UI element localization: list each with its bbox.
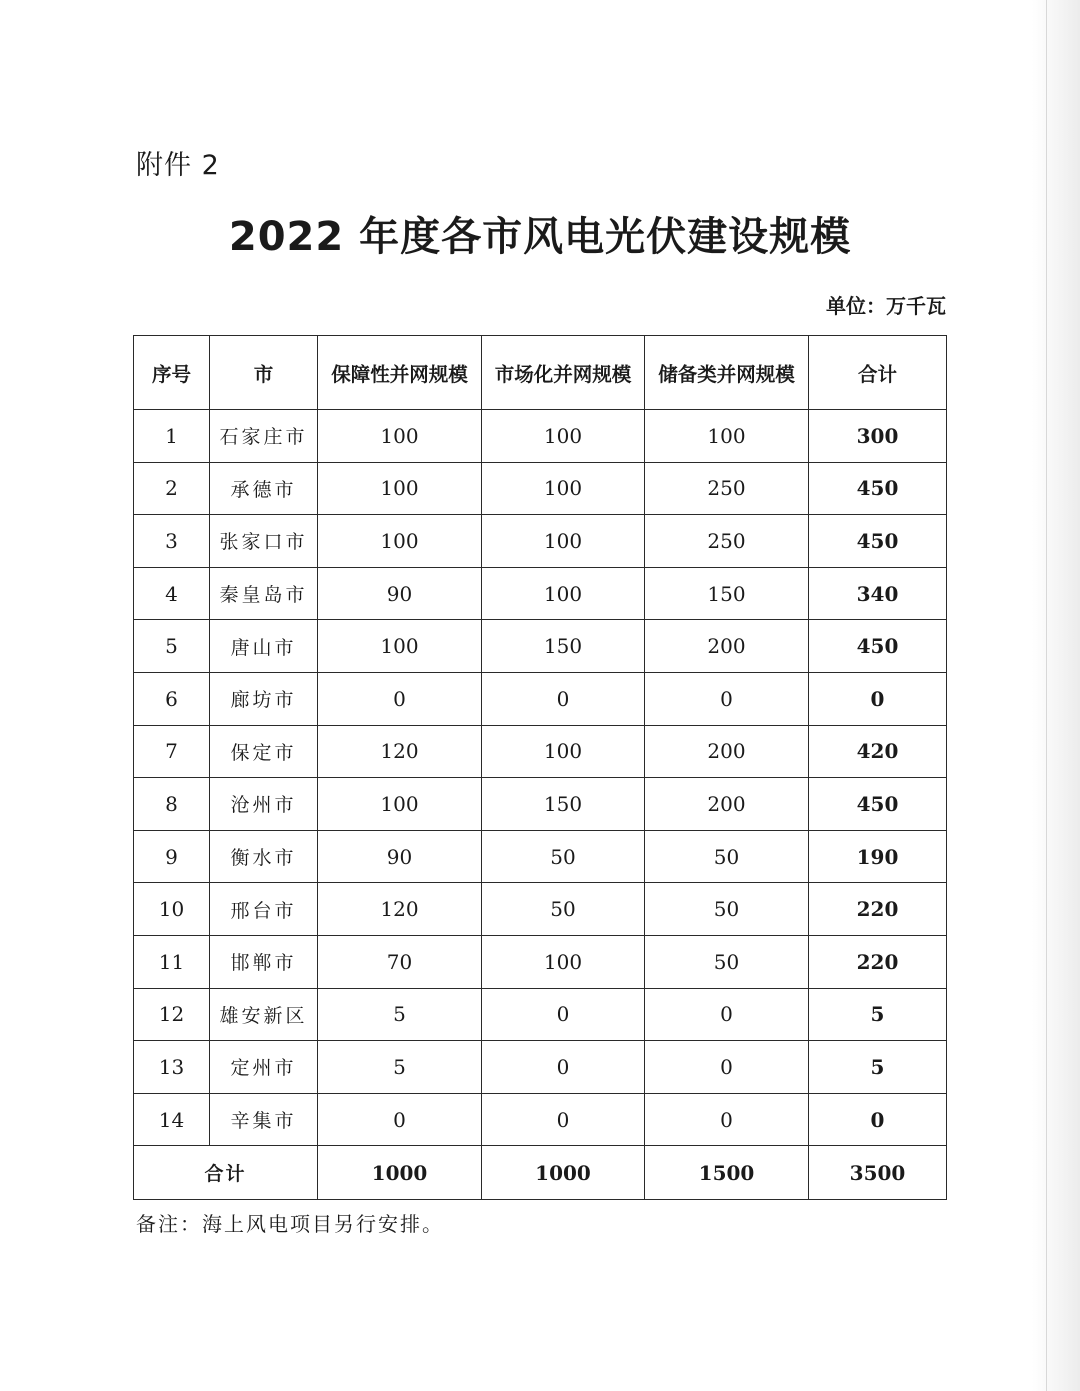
row-guaranteed: 5 [318,1041,482,1094]
row-market: 0 [482,988,645,1041]
row-reserve: 0 [645,988,809,1041]
sum-total: 3500 [809,1146,947,1200]
row-reserve: 50 [645,830,809,883]
sum-reserve: 1500 [645,1146,809,1200]
row-city: 承德市 [210,462,318,515]
table-row [134,883,947,936]
row-guaranteed: 100 [318,620,482,673]
document-title: 2022 年度各市风电光伏建设规模 [228,214,852,260]
row-reserve: 100 [645,410,809,463]
row-reserve: 250 [645,515,809,568]
row-reserve: 250 [645,462,809,515]
row-city: 秦皇岛市 [210,567,318,620]
row-total: 190 [809,830,947,883]
row-reserve: 0 [645,672,809,725]
row-total: 5 [809,988,947,1041]
row-guaranteed: 100 [318,515,482,568]
row-market: 100 [482,935,645,988]
construction-scale-table [133,335,947,1200]
header-reserve-scale: 储备类并网规模 [645,336,809,410]
unit-label: 单位：万千瓦 [826,294,946,318]
row-reserve: 150 [645,567,809,620]
row-total: 450 [809,515,947,568]
row-total: 5 [809,1041,947,1094]
row-city: 保定市 [210,725,318,778]
row-total: 340 [809,567,947,620]
row-index: 1 [134,410,210,463]
row-city: 廊坊市 [210,672,318,725]
table-row [134,567,947,620]
table-row [134,830,947,883]
table-row [134,935,947,988]
row-reserve: 50 [645,883,809,936]
row-guaranteed: 0 [318,672,482,725]
row-city: 辛集市 [210,1093,318,1146]
row-guaranteed: 70 [318,935,482,988]
row-market: 50 [482,830,645,883]
table-row [134,515,947,568]
sum-guaranteed: 1000 [318,1146,482,1200]
row-index: 4 [134,567,210,620]
row-index: 5 [134,620,210,673]
header-market-scale: 市场化并网规模 [482,336,645,410]
row-city: 唐山市 [210,620,318,673]
row-guaranteed: 120 [318,725,482,778]
row-index: 3 [134,515,210,568]
row-city: 邢台市 [210,883,318,936]
sum-label: 合计 [134,1146,318,1200]
row-reserve: 200 [645,778,809,831]
row-index: 10 [134,883,210,936]
table-row [134,778,947,831]
row-index: 11 [134,935,210,988]
row-guaranteed: 100 [318,410,482,463]
row-market: 100 [482,410,645,463]
table-row [134,1041,947,1094]
row-total: 300 [809,410,947,463]
row-guaranteed: 120 [318,883,482,936]
row-market: 0 [482,672,645,725]
row-reserve: 0 [645,1093,809,1146]
attachment-label: 附件 2 [136,150,220,181]
sum-market: 1000 [482,1146,645,1200]
row-city: 雄安新区 [210,988,318,1041]
row-total: 0 [809,1093,947,1146]
row-city: 沧州市 [210,778,318,831]
row-index: 14 [134,1093,210,1146]
sum-row [134,1146,947,1200]
row-market: 100 [482,515,645,568]
row-reserve: 200 [645,620,809,673]
row-market: 100 [482,462,645,515]
row-total: 450 [809,462,947,515]
header-guaranteed-scale: 保障性并网规模 [318,336,482,410]
header-index: 序号 [134,336,210,410]
table-row [134,462,947,515]
row-total: 220 [809,935,947,988]
row-market: 100 [482,725,645,778]
row-city: 衡水市 [210,830,318,883]
row-index: 9 [134,830,210,883]
row-market: 0 [482,1093,645,1146]
row-guaranteed: 100 [318,462,482,515]
row-total: 450 [809,778,947,831]
row-market: 150 [482,778,645,831]
row-guaranteed: 100 [318,778,482,831]
table-body [134,410,947,1146]
row-total: 220 [809,883,947,936]
row-guaranteed: 90 [318,830,482,883]
row-total: 0 [809,672,947,725]
row-guaranteed: 90 [318,567,482,620]
row-total: 450 [809,620,947,673]
header-city: 市 [210,336,318,410]
table-row [134,988,947,1041]
footnote: 备注：海上风电项目另行安排。 [136,1212,444,1236]
row-city: 邯郸市 [210,935,318,988]
table-row [134,620,947,673]
row-guaranteed: 5 [318,988,482,1041]
row-guaranteed: 0 [318,1093,482,1146]
row-reserve: 200 [645,725,809,778]
row-index: 13 [134,1041,210,1094]
row-city: 定州市 [210,1041,318,1094]
row-reserve: 0 [645,1041,809,1094]
row-index: 8 [134,778,210,831]
row-city: 张家口市 [210,515,318,568]
table-row [134,725,947,778]
row-market: 0 [482,1041,645,1094]
row-index: 2 [134,462,210,515]
row-market: 50 [482,883,645,936]
row-reserve: 50 [645,935,809,988]
row-index: 6 [134,672,210,725]
row-total: 420 [809,725,947,778]
row-market: 100 [482,567,645,620]
table-row [134,410,947,463]
row-index: 12 [134,988,210,1041]
table-row [134,672,947,725]
table-header-row [134,336,947,410]
row-city: 石家庄市 [210,410,318,463]
row-index: 7 [134,725,210,778]
table-row [134,1093,947,1146]
row-market: 150 [482,620,645,673]
header-total: 合计 [809,336,947,410]
